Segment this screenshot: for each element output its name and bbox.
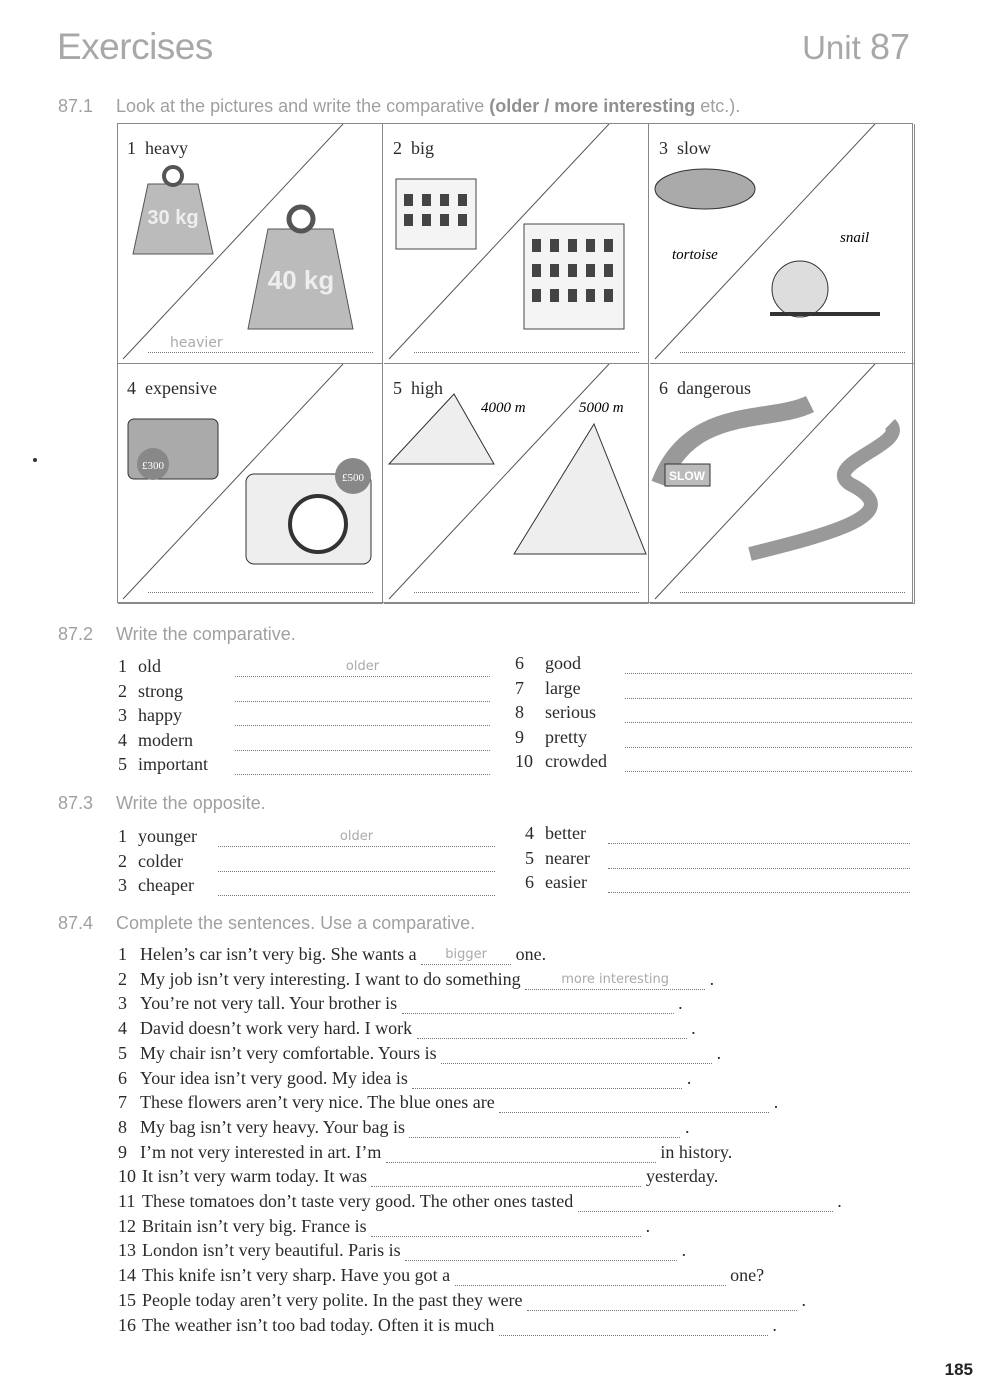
exercise-number: 87.3: [58, 793, 94, 813]
item-number: 1: [118, 826, 127, 846]
sentence-start: David doesn’t work very hard. I work: [140, 1018, 413, 1039]
stray-dot: [33, 458, 37, 462]
answer-field[interactable]: [625, 656, 912, 674]
item-word: happy: [138, 705, 182, 725]
sentence-end: .: [772, 1314, 777, 1335]
item-number: 3: [118, 705, 127, 725]
exercise-number: 87.4: [58, 913, 94, 933]
sentence-start: These tomatoes don’t taste very good. The other ones tasted: [142, 1191, 574, 1211]
word-item: [118, 680, 490, 702]
instruction: Write the comparative.: [116, 624, 296, 644]
answer-field[interactable]: [680, 335, 905, 353]
item-number: 6: [118, 1067, 127, 1088]
word-item: [515, 677, 912, 699]
expensive-illustration: [118, 364, 383, 604]
item-label: 3 slow: [659, 138, 712, 158]
svg-text:£300: £300: [142, 460, 164, 472]
item-number: 4: [525, 823, 534, 843]
exercise-87-4-heading: [58, 913, 475, 934]
answer-field[interactable]: [218, 878, 495, 896]
item-word: old: [138, 656, 162, 676]
item-word: easier: [545, 872, 587, 892]
answer-field[interactable]: [608, 826, 910, 844]
item-number: 13: [118, 1240, 136, 1261]
page-title: Exercises: [57, 26, 213, 67]
sentence-item: [118, 1190, 842, 1212]
sentence-item: [118, 1141, 732, 1163]
page-number: 185: [944, 1360, 973, 1379]
word-item: [525, 822, 910, 844]
sentence-start: Helen’s car isn’t very big. She wants a: [140, 944, 417, 964]
item-word: colder: [138, 850, 183, 871]
answer-field[interactable]: [625, 730, 912, 748]
sentence-start: Britain isn’t very big. France is: [142, 1215, 367, 1236]
sentence-start: London isn’t very beautiful. Paris is: [142, 1240, 401, 1261]
item-label: 5 high: [393, 378, 444, 398]
sentence-item: [118, 1289, 806, 1311]
item-word: large: [545, 677, 581, 698]
item-word: modern: [138, 729, 193, 750]
sentence-item: [118, 1215, 650, 1237]
svg-text:4000 m: 4000 m: [481, 400, 526, 416]
answer-field[interactable]: [414, 335, 639, 353]
answer-field[interactable]: [402, 996, 674, 1014]
answer-field[interactable]: [417, 1021, 687, 1039]
answer-field[interactable]: [455, 1268, 726, 1286]
exercise-number: 87.1: [58, 96, 94, 116]
sentence-end: .: [801, 1289, 807, 1310]
word-item: [515, 652, 912, 674]
answer-field[interactable]: [527, 1293, 797, 1311]
sentence-item: [118, 1017, 696, 1039]
item-number: 8: [118, 1116, 127, 1137]
heavy-illustration: [118, 124, 383, 364]
sentence-item: [118, 968, 714, 990]
exercise-87-1-heading: [58, 96, 740, 117]
answer-field[interactable]: heavier: [148, 335, 373, 353]
sentence-start: This knife isn’t very sharp. Have you got a: [142, 1265, 451, 1286]
item-word: important: [138, 754, 208, 774]
item-number: 2: [118, 968, 127, 989]
item-number: 3: [118, 993, 127, 1014]
answer-field[interactable]: [625, 754, 912, 772]
sentence-end: .: [691, 1018, 696, 1039]
sentence-start: People today aren’t very polite. In the past they were: [142, 1289, 523, 1310]
answer-field[interactable]: [608, 875, 910, 893]
sentence-end: .: [709, 968, 715, 989]
item-number: 10: [118, 1166, 136, 1187]
answer-field[interactable]: [371, 1169, 641, 1187]
sentence-item: [118, 1239, 686, 1261]
sentence-item: [118, 1264, 764, 1286]
unit-word: Unit: [802, 29, 861, 66]
answer-field[interactable]: [608, 851, 910, 869]
word-item: [118, 704, 490, 726]
answer-field[interactable]: [412, 1071, 682, 1089]
answer-field[interactable]: [235, 757, 490, 775]
item-number: 4: [118, 729, 127, 750]
sentence-end: one?: [730, 1265, 765, 1286]
exercise-87-2-heading: [58, 624, 296, 645]
instruction: Complete the sentences. Use a comparative.: [116, 913, 476, 933]
item-word: nearer: [545, 847, 590, 868]
item-label: 2 big: [393, 138, 435, 158]
item-number: 7: [515, 677, 524, 698]
svg-text:£500: £500: [342, 472, 364, 484]
answer-field[interactable]: [371, 1219, 641, 1237]
item-number: 15: [118, 1289, 136, 1310]
tortoise-label: tortoise: [672, 247, 718, 263]
picture-cell-heavy: [118, 124, 383, 364]
answer-field[interactable]: more interesting: [525, 972, 705, 990]
svg-text:5000 m: 5000 m: [579, 400, 624, 416]
sentence-start: The weather isn’t too bad today. Often it is much: [142, 1314, 495, 1335]
sentence-end: .: [681, 1240, 687, 1261]
sentence-end: one.: [515, 944, 547, 964]
instruction: Look at the pictures and write the comparative: [116, 96, 485, 116]
item-number: 1: [118, 944, 127, 964]
item-word: better: [545, 823, 586, 843]
word-item: [525, 847, 910, 869]
sentence-end: .: [678, 993, 683, 1014]
item-number: 9: [118, 1141, 127, 1162]
sentence-item: [118, 1314, 777, 1336]
picture-grid: [117, 123, 913, 603]
item-number: 16: [118, 1314, 136, 1335]
sentence-start: My bag isn’t very heavy. Your bag is: [140, 1116, 405, 1137]
item-number: 6: [525, 872, 534, 892]
sentence-start: I’m not very interested in art. I’m: [140, 1141, 382, 1162]
item-number: 5: [118, 1042, 127, 1063]
exercise-number: 87.2: [58, 624, 94, 644]
word-item: [118, 729, 490, 751]
answer-field[interactable]: [625, 681, 912, 699]
word-item: [118, 825, 495, 847]
item-label: 4 expensive: [127, 378, 217, 398]
answer-field[interactable]: [625, 705, 912, 723]
answer-field[interactable]: [441, 1046, 712, 1064]
item-number: 2: [118, 680, 127, 701]
item-word: serious: [545, 702, 596, 722]
sentence-start: Your idea isn’t very good. My idea is: [140, 1067, 408, 1088]
sentence-end: yesterday.: [645, 1166, 719, 1187]
weight-30kg: 30 kg: [147, 207, 199, 229]
sentence-start: These flowers aren’t very nice. The blue ones are: [140, 1092, 495, 1113]
unit-label: [802, 26, 910, 68]
slow-illustration: [650, 124, 915, 364]
item-number: 12: [118, 1215, 136, 1236]
item-number: 11: [118, 1191, 136, 1211]
item-number: 1: [118, 656, 127, 676]
sentence-start: My job isn’t very interesting. I want to do something: [140, 968, 521, 989]
answer-field[interactable]: [386, 1145, 656, 1163]
sentence-item: [118, 1116, 689, 1138]
item-number: 9: [515, 726, 524, 747]
picture-cell-slow: [650, 124, 915, 364]
answer-field[interactable]: [499, 1318, 768, 1336]
svg-text:40 kg: 40 kg: [267, 265, 335, 295]
sentence-end: .: [645, 1215, 651, 1236]
picture-cell-high: [384, 364, 649, 604]
answer-field[interactable]: [148, 575, 373, 593]
answer-field[interactable]: [409, 1120, 680, 1138]
word-item: [515, 750, 912, 772]
sentence-item: [118, 943, 546, 965]
answer-field[interactable]: [680, 575, 905, 593]
word-item: [118, 753, 490, 775]
exercise-87-3-heading: [58, 793, 266, 814]
high-illustration: [384, 364, 649, 604]
word-item: [118, 655, 490, 677]
answer-field[interactable]: [578, 1194, 833, 1212]
item-number: 5: [525, 847, 534, 868]
sentence-end: in history.: [660, 1141, 733, 1162]
item-number: 10: [515, 751, 533, 771]
answer-field[interactable]: [218, 854, 495, 872]
item-number: 3: [118, 875, 127, 895]
word-item: [118, 850, 495, 872]
word-item: [525, 871, 910, 893]
sentence-start: You’re not very tall. Your brother is: [140, 993, 398, 1014]
answer-field[interactable]: older: [218, 829, 495, 847]
sentence-item: [118, 1067, 691, 1089]
item-number: 14: [118, 1265, 136, 1286]
word-item: [515, 701, 912, 723]
instruction-bold: (older / more interesting: [489, 96, 696, 116]
answer-field[interactable]: [499, 1095, 769, 1113]
picture-cell-big: [384, 124, 649, 364]
answer-field[interactable]: [235, 708, 490, 726]
item-word: cheaper: [138, 875, 194, 895]
sentence-end: .: [773, 1092, 779, 1113]
answer-field[interactable]: [405, 1243, 677, 1261]
sentence-item: [118, 1091, 778, 1113]
item-number: 5: [118, 754, 127, 774]
answer-field[interactable]: bigger: [421, 947, 511, 965]
answer-field[interactable]: [414, 575, 639, 593]
unit-number: 87: [869, 26, 910, 67]
item-word: crowded: [545, 751, 607, 771]
item-word: good: [545, 653, 581, 673]
item-word: younger: [138, 826, 197, 846]
item-label: 6 dangerous: [659, 378, 751, 398]
big-illustration: [384, 124, 649, 364]
svg-text:SLOW: SLOW: [669, 469, 705, 483]
picture-cell-dangerous: [650, 364, 915, 604]
item-number: 7: [118, 1092, 127, 1113]
instruction-end: etc.).: [700, 96, 741, 116]
instruction: Write the opposite.: [116, 793, 266, 813]
item-number: 2: [118, 850, 127, 871]
sentence-start: My chair isn’t very comfortable. Yours is: [140, 1042, 437, 1063]
sentence-start: It isn’t very warm today. It was: [142, 1166, 367, 1187]
sentence-end: .: [837, 1191, 842, 1211]
sentence-item: [118, 1165, 718, 1187]
sentence-end: .: [716, 1042, 722, 1063]
item-word: pretty: [545, 726, 587, 747]
answer-field[interactable]: [235, 684, 490, 702]
picture-cell-expensive: [118, 364, 383, 604]
svg-text:snail: snail: [840, 230, 870, 246]
item-number: 6: [515, 653, 524, 673]
sentence-end: .: [684, 1116, 690, 1137]
sentence-item: [118, 1042, 721, 1064]
item-number: 8: [515, 702, 524, 722]
answer-field[interactable]: older: [235, 659, 490, 677]
dangerous-illustration: [650, 364, 915, 604]
item-number: 4: [118, 1018, 127, 1039]
answer-field[interactable]: [235, 733, 490, 751]
sentence-item: [118, 992, 683, 1014]
item-label: 1 heavy: [127, 138, 188, 158]
word-item: [515, 726, 912, 748]
sentence-end: .: [686, 1067, 692, 1088]
item-word: strong: [138, 680, 183, 701]
word-item: [118, 874, 495, 896]
